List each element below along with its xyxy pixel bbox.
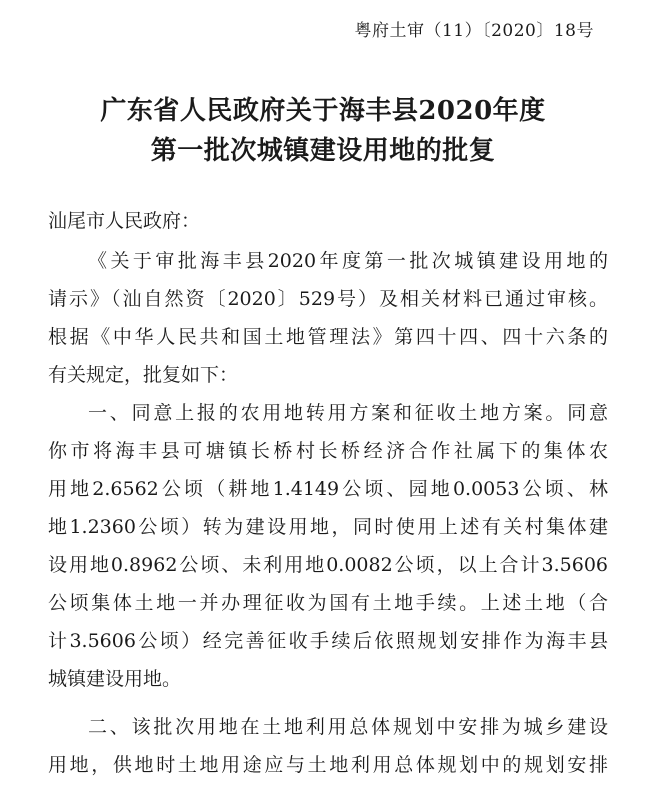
paragraph-line: 根据《中华人民共和国土地管理法》第四十四、四十六条的 [48,326,608,348]
document-title-line-2: 第一批次城镇建设用地的批复 [150,136,496,166]
document-number: 粤府土审（11）〔2020〕18号 [354,21,594,41]
paragraph-approval-item-2 [48,708,608,784]
paragraph-line: 城镇建设用地。 [48,668,182,690]
paragraph-approval-item-1 [48,394,608,698]
paragraph-line: 你市将海丰县可塘镇长桥村长桥经济合作社属下的集体农 [48,440,608,462]
paragraph-line: 地1.2360公顷）转为建设用地，同时使用上述有关村集体建 [48,516,608,538]
paragraph-line: 请示》（汕自然资〔2020〕529号）及相关材料已通过审核。 [48,288,608,310]
paragraph-line: 设用地0.8962公顷、未利用地0.0082公顷，以上合计3.5606 [48,554,608,576]
paragraph-line: 《关于审批海丰县2020年度第一批次城镇建设用地的 [88,250,608,272]
paragraph-line: 二、该批次用地在土地利用总体规划中安排为城乡建设 [88,716,608,738]
paragraph-line: 计3.5606公顷）经完善征收手续后依照规划安排作为海丰县 [48,630,608,652]
paragraph-line: 用地2.6562公顷（耕地1.4149公顷、园地0.0053公顷、林 [48,478,608,500]
paragraph-line: 公顷集体土地一并办理征收为国有土地手续。上述土地（合 [48,592,608,614]
paragraph-request-reference [48,242,608,394]
document-title-line-1: 广东省人民政府关于海丰县2020年度 [100,96,546,126]
paragraph-line: 一、同意上报的农用地转用方案和征收土地方案。同意 [88,402,608,424]
paragraph-line: 用地，供地时土地用途应与土地利用总体规划中的规划安排 [48,754,608,776]
salutation: 汕尾市人民政府： [48,210,201,232]
paragraph-line: 有关规定，批复如下： [48,364,239,386]
